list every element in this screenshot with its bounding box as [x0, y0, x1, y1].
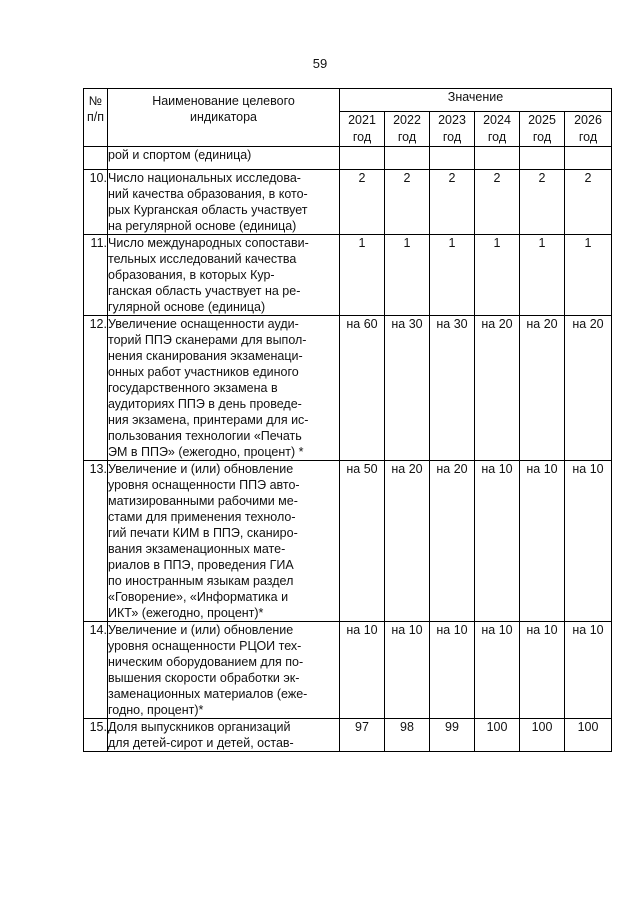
header-year-3 — [475, 112, 520, 147]
table-row — [84, 316, 612, 461]
value-cell-2021: 2 — [340, 170, 385, 235]
value-cell-2024: на 10 — [475, 622, 520, 719]
indicator-name-line: нения сканирования экзаменаци- — [108, 349, 303, 363]
year-unit: год — [442, 130, 462, 144]
indicator-name-line: ний качества образования, в кото- — [108, 187, 308, 201]
value-cell-2022: на 20 — [385, 461, 430, 622]
indicator-name-line: Доля выпускников организаций — [108, 720, 291, 734]
indicator-name — [108, 461, 340, 622]
indicator-name — [108, 170, 340, 235]
value-cell-2022: 2 — [385, 170, 430, 235]
indicator-name-line: ИКТ» (ежегодно, процент)* — [108, 606, 264, 620]
value-cell-2021: на 60 — [340, 316, 385, 461]
value-cell-2022 — [385, 147, 430, 170]
indicator-name-line: рых Курганская область участвует — [108, 203, 308, 217]
indicator-name-line: государственного экзамена в — [108, 381, 278, 395]
value-cell-2024: 1 — [475, 235, 520, 316]
value-cell-2021 — [340, 147, 385, 170]
indicator-name-line: матизированными рабочими ме- — [108, 494, 298, 508]
row-number: 13. — [84, 461, 108, 622]
indicator-name-line: заменационных материалов (еже- — [108, 687, 308, 701]
indicator-name — [108, 622, 340, 719]
indicator-name-line: по иностранным языкам раздел — [108, 574, 294, 588]
indicator-name — [108, 719, 340, 752]
value-cell-2023 — [430, 147, 475, 170]
value-cell-2022: на 10 — [385, 622, 430, 719]
table-row — [84, 719, 612, 752]
indicator-name-line: ганская область участвует на ре- — [108, 284, 301, 298]
value-cell-2023: на 20 — [430, 461, 475, 622]
value-cell-2026 — [565, 147, 612, 170]
value-cell-2024: 2 — [475, 170, 520, 235]
value-cell-2023: на 30 — [430, 316, 475, 461]
header-num-line-1: № — [88, 94, 103, 108]
value-cell-2021: на 50 — [340, 461, 385, 622]
value-cell-2026: 1 — [565, 235, 612, 316]
value-cell-2025: на 10 — [520, 622, 565, 719]
indicator-name-line: Увеличение и (или) обновление — [108, 462, 294, 476]
indicator-name — [108, 235, 340, 316]
value-cell-2024: 100 — [475, 719, 520, 752]
header-name-line-1: Наименование целевого — [152, 94, 295, 108]
header-year-4 — [520, 112, 565, 147]
value-cell-2022: 1 — [385, 235, 430, 316]
value-cell-2025: 100 — [520, 719, 565, 752]
target-indicators-table — [83, 88, 612, 752]
indicator-name-line: ническим оборудованием для по- — [108, 655, 304, 669]
year-unit: год — [487, 130, 507, 144]
row-number: 11. — [84, 235, 108, 316]
value-cell-2023: 1 — [430, 235, 475, 316]
indicator-name-line: ЭМ в ППЭ» (ежегодно, процент) * — [108, 445, 304, 459]
indicator-name — [108, 316, 340, 461]
row-number: 10. — [84, 170, 108, 235]
header-year-5 — [565, 112, 612, 147]
indicator-name-line: ния экзамена, принтерами для ис- — [108, 413, 309, 427]
indicator-name-line: уровня оснащенности РЦОИ тех- — [108, 639, 302, 653]
year-unit: год — [578, 130, 598, 144]
row-number: 12. — [84, 316, 108, 461]
indicator-name — [108, 147, 340, 170]
row-number — [84, 147, 108, 170]
value-cell-2026: на 20 — [565, 316, 612, 461]
value-cell-2023: 2 — [430, 170, 475, 235]
indicator-name-line: Число национальных исследова- — [108, 171, 301, 185]
value-cell-2025: на 20 — [520, 316, 565, 461]
value-cell-2024: на 20 — [475, 316, 520, 461]
value-cell-2025: 2 — [520, 170, 565, 235]
header-num-line-2: п/п — [86, 110, 104, 124]
header-year-1 — [385, 112, 430, 147]
value-cell-2021: 1 — [340, 235, 385, 316]
year-unit: год — [397, 130, 417, 144]
indicator-name-line: гулярной основе (единица) — [108, 300, 266, 314]
year-label: 2023 — [438, 113, 466, 127]
indicator-name-line: аудиториях ППЭ в день проведе- — [108, 397, 302, 411]
value-cell-2024: на 10 — [475, 461, 520, 622]
value-cell-2026: 100 — [565, 719, 612, 752]
header-name-cell — [108, 89, 340, 147]
indicator-name-line: торий ППЭ сканерами для выпол- — [108, 333, 307, 347]
header-year-0 — [340, 112, 385, 147]
indicator-name-line: «Говорение», «Информатика и — [108, 590, 289, 604]
indicator-name-line: на регулярной основе (единица) — [108, 219, 297, 233]
year-label: 2025 — [528, 113, 556, 127]
value-cell-2022: 98 — [385, 719, 430, 752]
table-row — [84, 170, 612, 235]
header-value: Значение — [340, 89, 612, 112]
year-unit: год — [352, 130, 372, 144]
indicator-name-line: годно, процент)* — [108, 703, 204, 717]
header-name-line-2: индикатора — [189, 110, 258, 124]
year-label: 2026 — [574, 113, 602, 127]
year-label: 2022 — [393, 113, 421, 127]
indicator-name-line: рой и спортом (единица) — [108, 148, 252, 162]
indicator-name-line: онных работ участников единого — [108, 365, 299, 379]
value-cell-2021: на 10 — [340, 622, 385, 719]
row-number: 14. — [84, 622, 108, 719]
table-row — [84, 622, 612, 719]
value-cell-2024 — [475, 147, 520, 170]
indicator-name-line: уровня оснащенности ППЭ авто- — [108, 478, 300, 492]
table-row — [84, 461, 612, 622]
indicator-name-line: стами для применения техноло- — [108, 510, 296, 524]
value-cell-2025 — [520, 147, 565, 170]
value-cell-2025: 1 — [520, 235, 565, 316]
value-cell-2025: на 10 — [520, 461, 565, 622]
year-unit: год — [532, 130, 552, 144]
indicator-name-line: гий печати КИМ в ППЭ, сканиро- — [108, 526, 298, 540]
indicator-name-line: вания экзаменационных мате- — [108, 542, 286, 556]
value-cell-2022: на 30 — [385, 316, 430, 461]
indicator-name-line: пользования технологии «Печать — [108, 429, 302, 443]
value-cell-2026: 2 — [565, 170, 612, 235]
indicator-name-line: образования, в которых Кур- — [108, 268, 275, 282]
value-cell-2026: на 10 — [565, 622, 612, 719]
header-num-cell — [84, 89, 108, 147]
indicator-name-line: тельных исследований качества — [108, 252, 297, 266]
indicator-name-line: риалов в ППЭ, проведения ГИА — [108, 558, 294, 572]
indicator-name-line: Увеличение и (или) обновление — [108, 623, 294, 637]
value-cell-2021: 97 — [340, 719, 385, 752]
value-cell-2026: на 10 — [565, 461, 612, 622]
value-cell-2023: 99 — [430, 719, 475, 752]
table-row — [84, 235, 612, 316]
row-number: 15. — [84, 719, 108, 752]
year-label: 2021 — [348, 113, 376, 127]
table-row — [84, 147, 612, 170]
year-label: 2024 — [483, 113, 511, 127]
indicator-name-line: вышения скорости обработки эк- — [108, 671, 300, 685]
page-number: 59 — [312, 56, 328, 71]
value-cell-2023: на 10 — [430, 622, 475, 719]
indicator-name-line: Увеличение оснащенности ауди- — [108, 317, 299, 331]
indicator-name-line: для детей-сирот и детей, остав- — [108, 736, 294, 750]
header-year-2 — [430, 112, 475, 147]
indicator-name-line: Число международных сопостави- — [108, 236, 309, 250]
